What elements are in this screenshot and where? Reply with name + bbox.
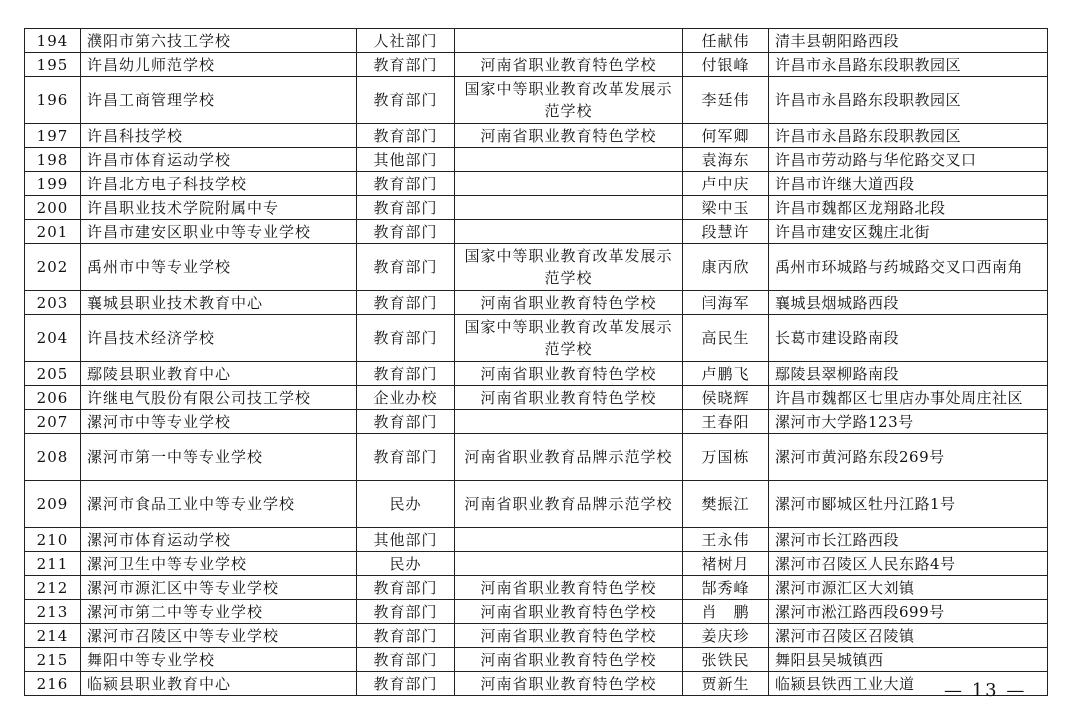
row-number-cell: 194 [25, 29, 81, 53]
school-name-cell: 漯河市中等专业学校 [81, 410, 357, 434]
department-cell: 教育部门 [357, 291, 455, 315]
row-number-cell: 201 [25, 220, 81, 244]
table-row [25, 244, 1048, 291]
table-row [25, 315, 1048, 362]
honor-cell: 河南省职业教育特色学校 [455, 624, 683, 648]
address-cell: 漯河市召陵区人民东路4号 [769, 552, 1048, 576]
address-cell: 鄢陵县翠柳路南段 [769, 362, 1048, 386]
school-name-cell: 许昌幼儿师范学校 [81, 53, 357, 77]
row-number-cell: 212 [25, 576, 81, 600]
row-number-cell: 207 [25, 410, 81, 434]
contact-person-cell: 褚树月 [683, 552, 769, 576]
school-name-cell: 漯河市第二中等专业学校 [81, 600, 357, 624]
contact-person-cell: 付银峰 [683, 53, 769, 77]
address-cell: 许昌市劳动路与华佗路交叉口 [769, 148, 1048, 172]
school-name-cell: 临颍县职业教育中心 [81, 672, 357, 696]
contact-person-cell: 梁中玉 [683, 196, 769, 220]
contact-person-cell: 郜秀峰 [683, 576, 769, 600]
table-row [25, 672, 1048, 696]
school-name-cell: 禹州市中等专业学校 [81, 244, 357, 291]
honor-cell [455, 528, 683, 552]
table-row [25, 648, 1048, 672]
table-row [25, 124, 1048, 148]
contact-person-cell: 王春阳 [683, 410, 769, 434]
row-number-cell: 213 [25, 600, 81, 624]
contact-person-cell: 任献伟 [683, 29, 769, 53]
contact-person-cell: 王永伟 [683, 528, 769, 552]
school-name-cell: 许昌北方电子科技学校 [81, 172, 357, 196]
contact-person-cell: 侯晓辉 [683, 386, 769, 410]
department-cell: 教育部门 [357, 648, 455, 672]
department-cell: 教育部门 [357, 77, 455, 124]
department-cell: 教育部门 [357, 244, 455, 291]
contact-person-cell: 李廷伟 [683, 77, 769, 124]
row-number-cell: 215 [25, 648, 81, 672]
department-cell: 教育部门 [357, 315, 455, 362]
contact-person-cell: 闫海军 [683, 291, 769, 315]
school-name-cell: 许昌职业技术学院附属中专 [81, 196, 357, 220]
honor-cell [455, 148, 683, 172]
honor-cell: 河南省职业教育品牌示范学校 [455, 434, 683, 481]
row-number-cell: 216 [25, 672, 81, 696]
address-cell: 漯河市大学路123号 [769, 410, 1048, 434]
school-name-cell: 漯河市食品工业中等专业学校 [81, 481, 357, 528]
honor-cell [455, 29, 683, 53]
contact-person-cell: 袁海东 [683, 148, 769, 172]
address-cell: 漯河市淞江路西段699号 [769, 600, 1048, 624]
row-number-cell: 206 [25, 386, 81, 410]
row-number-cell: 198 [25, 148, 81, 172]
contact-person-cell: 卢鹏飞 [683, 362, 769, 386]
table-row [25, 172, 1048, 196]
school-name-cell: 许昌技术经济学校 [81, 315, 357, 362]
department-cell: 教育部门 [357, 410, 455, 434]
department-cell: 教育部门 [357, 672, 455, 696]
row-number-cell: 200 [25, 196, 81, 220]
honor-cell [455, 552, 683, 576]
department-cell: 教育部门 [357, 362, 455, 386]
contact-person-cell: 康丙欣 [683, 244, 769, 291]
address-cell: 许昌市永昌路东段职教园区 [769, 77, 1048, 124]
contact-person-cell: 高民生 [683, 315, 769, 362]
table-row [25, 291, 1048, 315]
row-number-cell: 211 [25, 552, 81, 576]
address-cell: 许昌市永昌路东段职教园区 [769, 53, 1048, 77]
table-row [25, 434, 1048, 481]
honor-cell: 河南省职业教育特色学校 [455, 124, 683, 148]
address-cell: 许昌市魏都区龙翔路北段 [769, 196, 1048, 220]
table-row [25, 362, 1048, 386]
address-cell: 许昌市许继大道西段 [769, 172, 1048, 196]
address-cell: 襄城县烟城路西段 [769, 291, 1048, 315]
table-row [25, 481, 1048, 528]
department-cell: 教育部门 [357, 624, 455, 648]
row-number-cell: 199 [25, 172, 81, 196]
contact-person-cell: 贾新生 [683, 672, 769, 696]
row-number-cell: 196 [25, 77, 81, 124]
address-cell: 清丰县朝阳路西段 [769, 29, 1048, 53]
honor-cell [455, 410, 683, 434]
school-name-cell: 鄢陵县职业教育中心 [81, 362, 357, 386]
table-row [25, 552, 1048, 576]
table-row [25, 53, 1048, 77]
school-name-cell: 舞阳中等专业学校 [81, 648, 357, 672]
address-cell: 长葛市建设路南段 [769, 315, 1048, 362]
contact-person-cell: 肖 鹏 [683, 600, 769, 624]
contact-person-cell: 张铁民 [683, 648, 769, 672]
address-cell: 许昌市永昌路东段职教园区 [769, 124, 1048, 148]
table-body [25, 29, 1048, 696]
department-cell: 教育部门 [357, 576, 455, 600]
honor-cell: 国家中等职业教育改革发展示范学校 [455, 244, 683, 291]
honor-cell: 河南省职业教育特色学校 [455, 291, 683, 315]
honor-cell: 河南省职业教育特色学校 [455, 386, 683, 410]
contact-person-cell: 段慧许 [683, 220, 769, 244]
school-name-cell: 漯河市源汇区中等专业学校 [81, 576, 357, 600]
school-name-cell: 许昌市体育运动学校 [81, 148, 357, 172]
row-number-cell: 214 [25, 624, 81, 648]
page-number: — 13 — [944, 680, 1027, 701]
school-name-cell: 漯河市召陵区中等专业学校 [81, 624, 357, 648]
department-cell: 教育部门 [357, 600, 455, 624]
school-name-cell: 漯河市体育运动学校 [81, 528, 357, 552]
honor-cell: 河南省职业教育特色学校 [455, 53, 683, 77]
department-cell: 其他部门 [357, 148, 455, 172]
school-name-cell: 许昌市建安区职业中等专业学校 [81, 220, 357, 244]
school-list-table [24, 28, 1048, 696]
department-cell: 人社部门 [357, 29, 455, 53]
school-name-cell: 濮阳市第六技工学校 [81, 29, 357, 53]
department-cell: 教育部门 [357, 196, 455, 220]
honor-cell [455, 172, 683, 196]
row-number-cell: 202 [25, 244, 81, 291]
department-cell: 教育部门 [357, 434, 455, 481]
row-number-cell: 197 [25, 124, 81, 148]
table-row [25, 624, 1048, 648]
honor-cell: 河南省职业教育特色学校 [455, 672, 683, 696]
school-name-cell: 襄城县职业技术教育中心 [81, 291, 357, 315]
address-cell: 漯河市源汇区大刘镇 [769, 576, 1048, 600]
table-row [25, 196, 1048, 220]
school-name-cell: 许昌工商管理学校 [81, 77, 357, 124]
address-cell: 临颍县铁西工业大道 [769, 672, 1048, 696]
school-name-cell: 漯河卫生中等专业学校 [81, 552, 357, 576]
table-row [25, 528, 1048, 552]
honor-cell: 河南省职业教育特色学校 [455, 600, 683, 624]
table-row [25, 29, 1048, 53]
address-cell: 舞阳县吴城镇西 [769, 648, 1048, 672]
school-name-cell: 许继电气股份有限公司技工学校 [81, 386, 357, 410]
table-row [25, 148, 1048, 172]
table-row [25, 576, 1048, 600]
address-cell: 许昌市建安区魏庄北街 [769, 220, 1048, 244]
row-number-cell: 209 [25, 481, 81, 528]
table-row [25, 77, 1048, 124]
department-cell: 教育部门 [357, 124, 455, 148]
address-cell: 漯河市郾城区牡丹江路1号 [769, 481, 1048, 528]
row-number-cell: 205 [25, 362, 81, 386]
table-row [25, 220, 1048, 244]
row-number-cell: 195 [25, 53, 81, 77]
honor-cell [455, 220, 683, 244]
address-cell: 漯河市召陵区召陵镇 [769, 624, 1048, 648]
contact-person-cell: 何军卿 [683, 124, 769, 148]
table-row [25, 600, 1048, 624]
honor-cell: 河南省职业教育特色学校 [455, 362, 683, 386]
honor-cell: 河南省职业教育特色学校 [455, 648, 683, 672]
row-number-cell: 204 [25, 315, 81, 362]
honor-cell [455, 196, 683, 220]
school-name-cell: 许昌科技学校 [81, 124, 357, 148]
address-cell: 漯河市长江路西段 [769, 528, 1048, 552]
department-cell: 民办 [357, 552, 455, 576]
address-cell: 漯河市黄河路东段269号 [769, 434, 1048, 481]
department-cell: 教育部门 [357, 220, 455, 244]
table-row [25, 410, 1048, 434]
contact-person-cell: 姜庆珍 [683, 624, 769, 648]
contact-person-cell: 万国栋 [683, 434, 769, 481]
address-cell: 禹州市环城路与药城路交叉口西南角 [769, 244, 1048, 291]
department-cell: 教育部门 [357, 53, 455, 77]
contact-person-cell: 樊振江 [683, 481, 769, 528]
department-cell: 教育部门 [357, 172, 455, 196]
honor-cell: 国家中等职业教育改革发展示范学校 [455, 315, 683, 362]
department-cell: 企业办校 [357, 386, 455, 410]
honor-cell: 国家中等职业教育改革发展示范学校 [455, 77, 683, 124]
address-cell: 许昌市魏都区七里店办事处周庄社区 [769, 386, 1048, 410]
row-number-cell: 208 [25, 434, 81, 481]
table-row [25, 386, 1048, 410]
school-name-cell: 漯河市第一中等专业学校 [81, 434, 357, 481]
honor-cell: 河南省职业教育品牌示范学校 [455, 481, 683, 528]
department-cell: 其他部门 [357, 528, 455, 552]
row-number-cell: 210 [25, 528, 81, 552]
department-cell: 民办 [357, 481, 455, 528]
contact-person-cell: 卢中庆 [683, 172, 769, 196]
honor-cell: 河南省职业教育特色学校 [455, 576, 683, 600]
row-number-cell: 203 [25, 291, 81, 315]
